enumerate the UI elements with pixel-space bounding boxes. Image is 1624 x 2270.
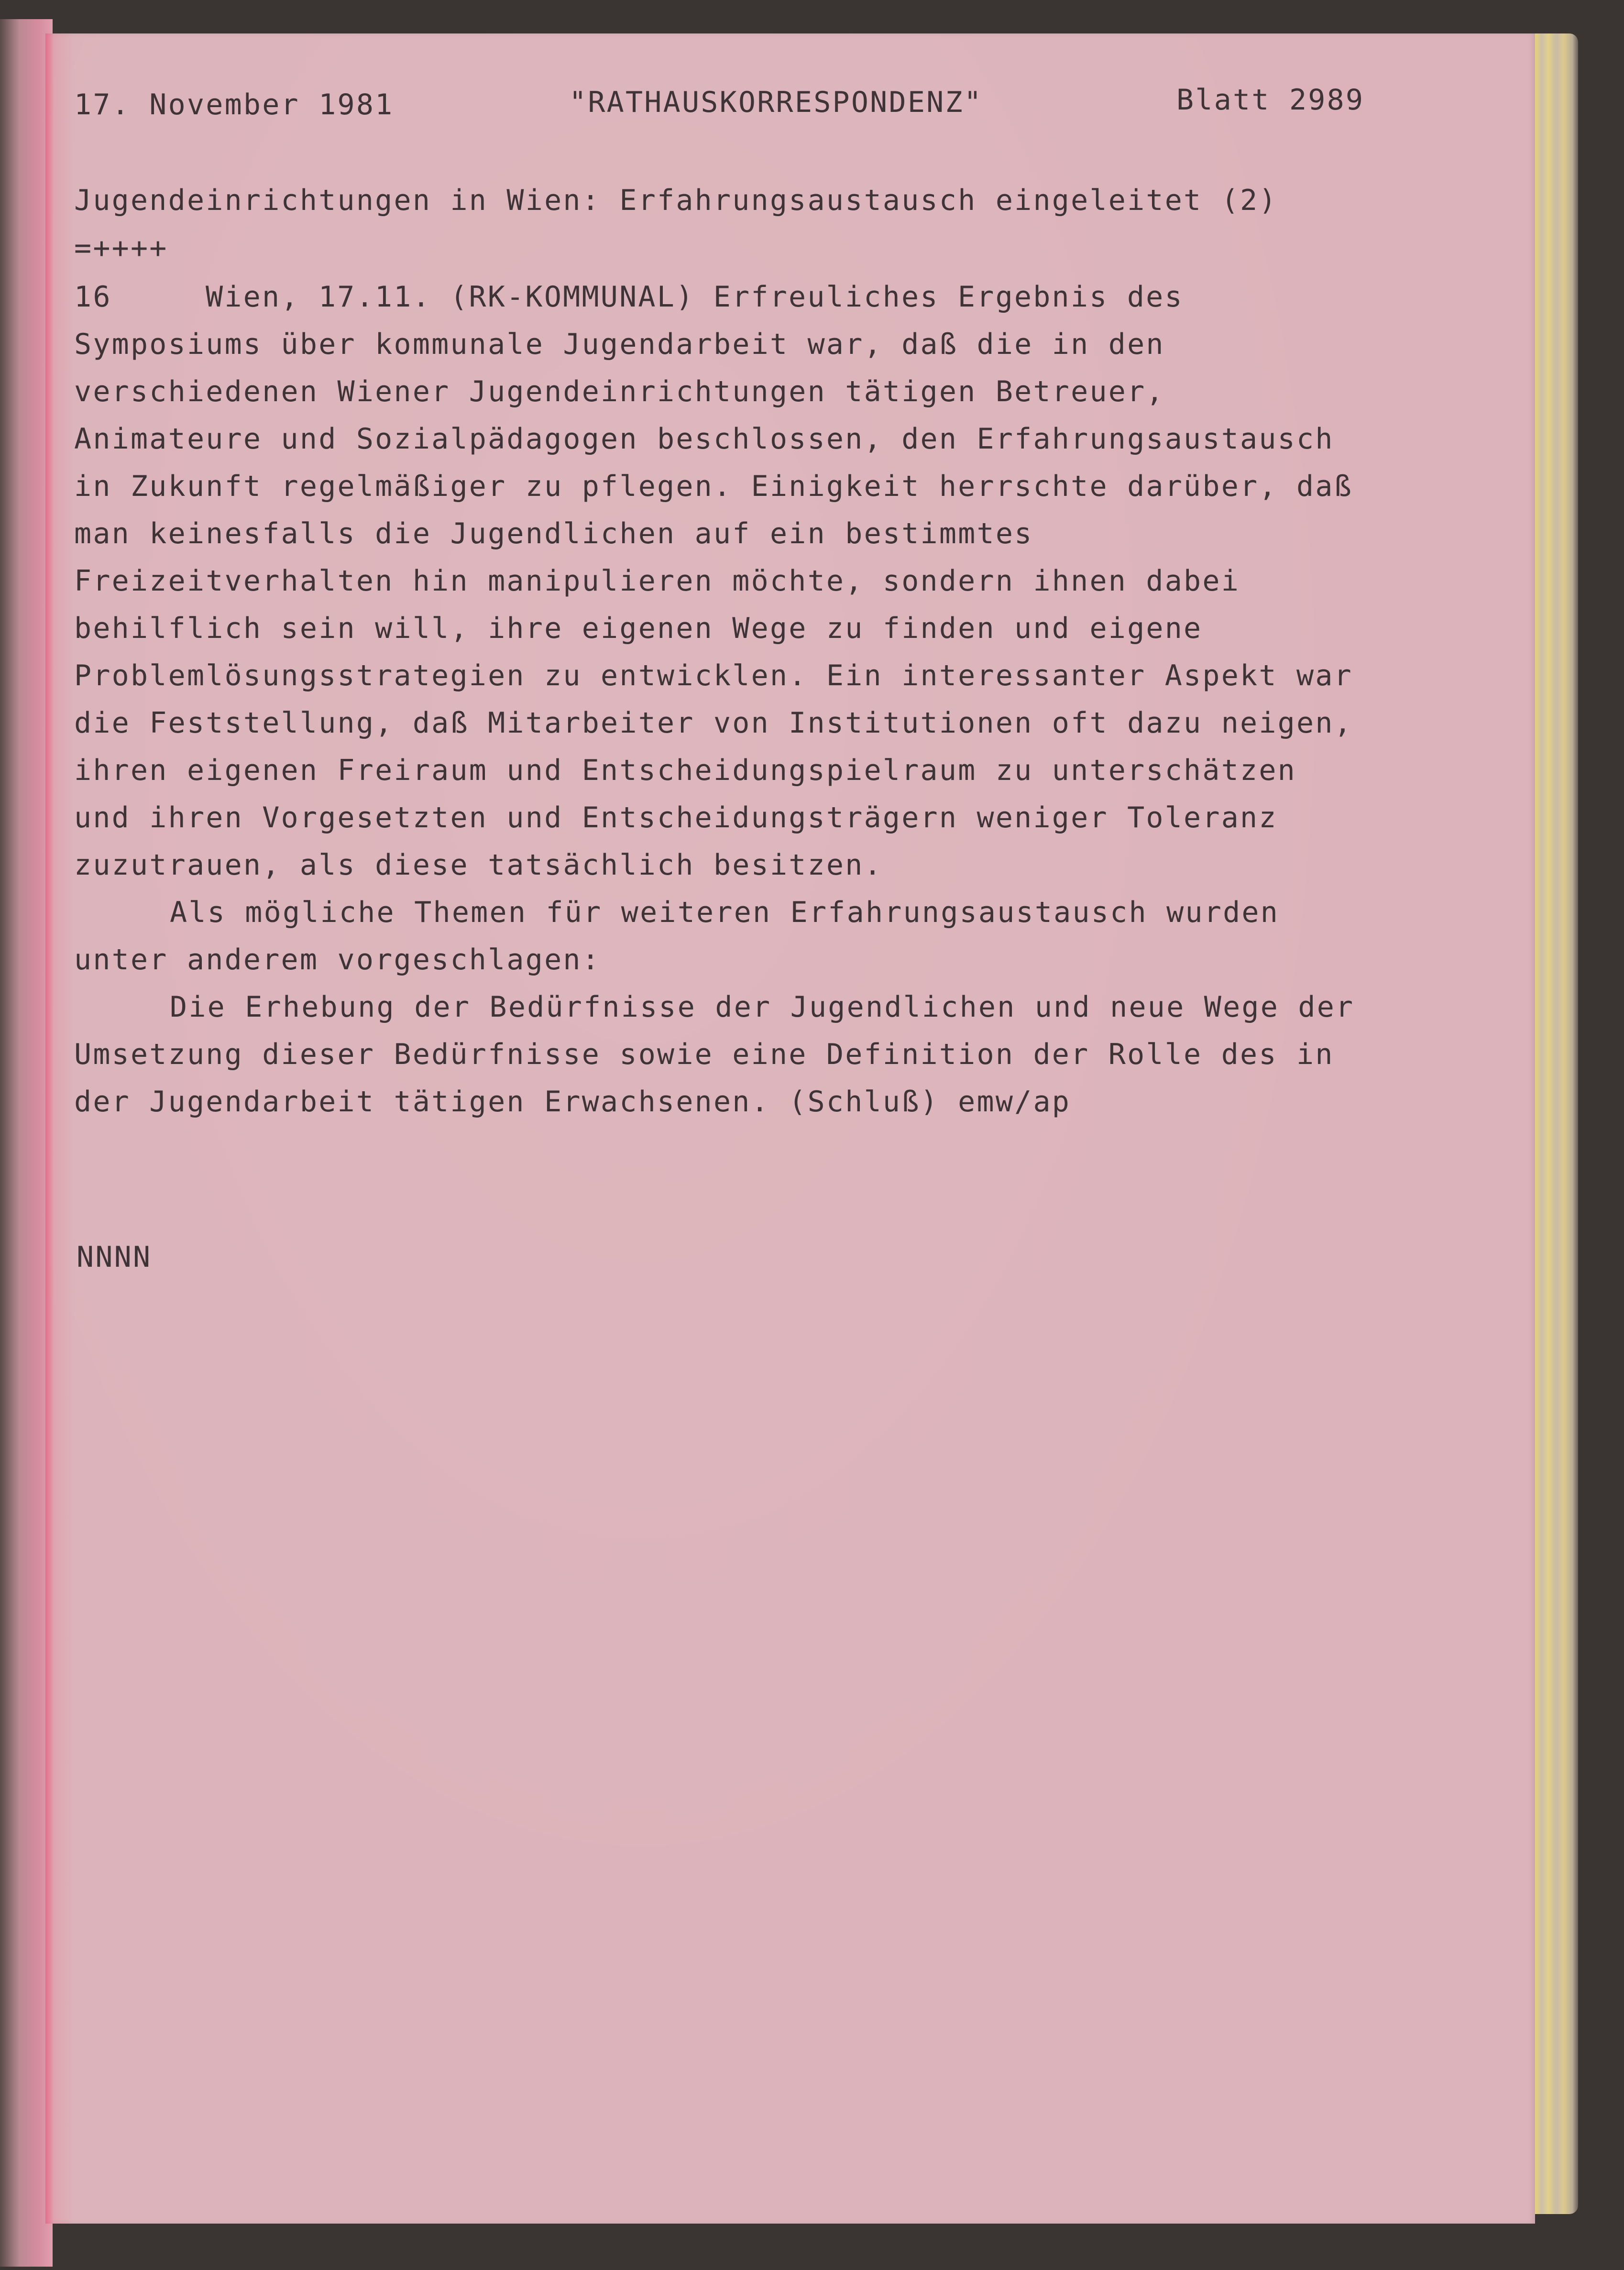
paragraph3-line: Umsetzung dieser Bedürfnisse sowie eine Definition der Rolle des in — [74, 1038, 1334, 1071]
paragraph1-line: Symposiums über kommunale Jugendarbeit war, daß die in den — [74, 328, 1165, 361]
paragraph3-line: der Jugendarbeit tätigen Erwachsenen. (Schluß) emw/ap — [74, 1085, 1071, 1119]
header-title: "RATHAUSKORRESPONDENZ" — [569, 86, 983, 119]
end-mark: NNNN — [77, 1240, 152, 1274]
paragraph-number: 16 — [74, 280, 112, 314]
header-date: 17. November 1981 — [74, 88, 394, 121]
paragraph1-line: und ihren Vorgesetzten und Entscheidungsträgern weniger Toleranz — [74, 801, 1278, 834]
gutter-shadow — [45, 33, 54, 2224]
paragraph1-line: behilflich sein will, ihre eigenen Wege zu finden und eigene — [74, 612, 1203, 645]
paragraph1-line: Freizeitverhalten hin manipulieren möchte, sondern ihnen dabei — [74, 564, 1240, 598]
header-page-number: Blatt 2989 — [1176, 83, 1365, 117]
paragraph3-first-line: Die Erhebung der Bedürfnisse der Jugendlichen und neue Wege der — [170, 990, 1355, 1024]
paragraph2-line: unter anderem vorgeschlagen: — [74, 943, 601, 976]
separator-marker: =++++ — [74, 231, 168, 265]
paragraph1-line: verschiedenen Wiener Jugendeinrichtungen tätigen Betreuer, — [74, 375, 1165, 408]
paragraph2-first-line: Als mögliche Themen für weiteren Erfahrungsaustausch wurden — [170, 896, 1280, 929]
left-page-edge — [0, 19, 53, 2267]
paragraph1-line: ihren eigenen Freiraum und Entscheidungspielraum zu unterschätzen — [74, 754, 1296, 787]
paragraph1-line: Animateure und Sozialpädagogen beschlossen, den Erfahrungsaustausch — [74, 422, 1334, 456]
paragraph1-line: in Zukunft regelmäßiger zu pflegen. Einigkeit herrschte darüber, daß — [74, 470, 1353, 503]
paragraph1-line: zuzutrauen, als diese tatsächlich besitzen. — [74, 848, 883, 882]
paragraph1-line: die Feststellung, daß Mitarbeiter von Institutionen oft dazu neigen, — [74, 706, 1353, 740]
paragraph1-line: Problemlösungsstrategien zu entwicklen. Ein interessanter Aspekt war — [74, 659, 1353, 692]
paragraph1-first-line: Wien, 17.11. (RK-KOMMUNAL) Erfreuliches Ergebnis des — [206, 280, 1184, 314]
paragraph1-line: man keinesfalls die Jugendlichen auf ein bestimmtes — [74, 517, 1033, 550]
headline: Jugendeinrichtungen in Wien: Erfahrungsaustausch eingeleitet (2) — [74, 184, 1278, 217]
